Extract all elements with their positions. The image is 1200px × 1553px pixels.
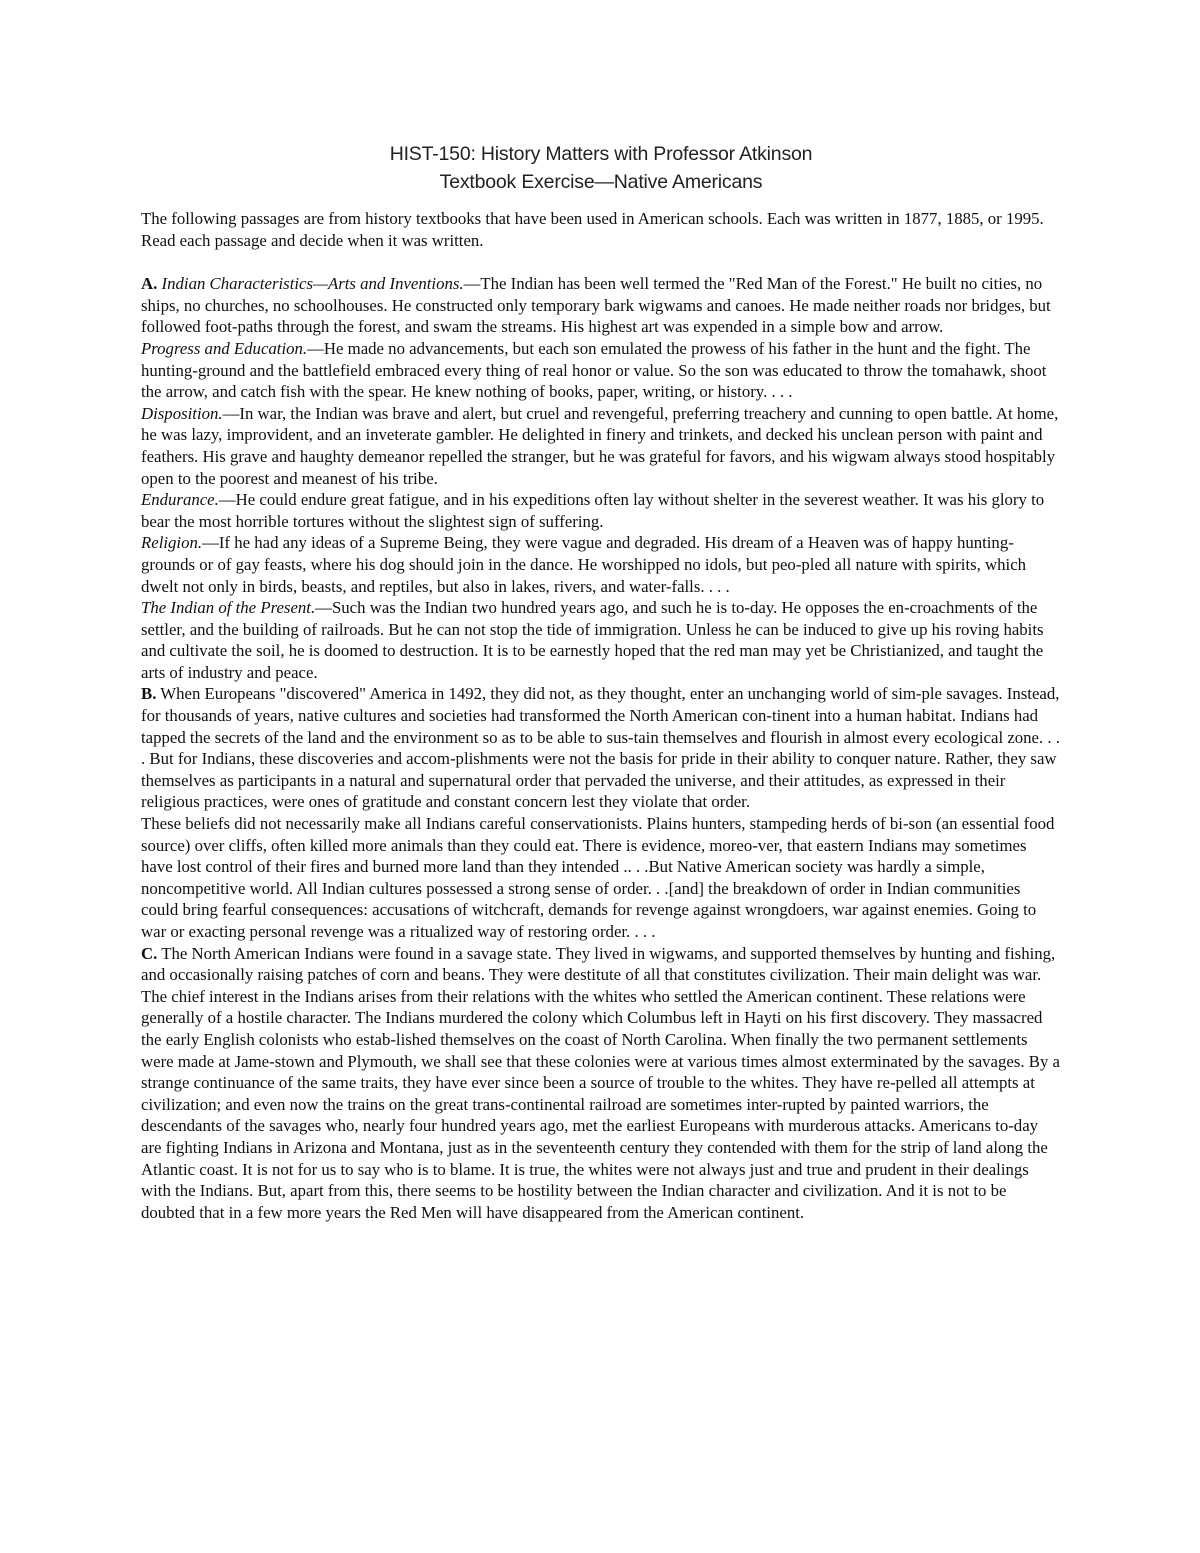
subheading: Indian Characteristics—Arts and Inventions. [161, 274, 464, 294]
paragraph-text: —Such was the Indian two hundred years ago, and such he is to-day. He opposes the en-croachments of the settler, and the building of railroads. But he can not stop the tide of immigration. Unless he can be induced to give up his roving habits and cultivate the soil, he is doomed to destruction. It is to be earnestly hoped that the red man may yet be Christianized, and taught the arts of industry and peace. [141, 598, 1044, 682]
paragraph-text: —He could endure great fatigue, and in his expeditions often lay without shelter in the severest weather. It was his glory to bear the most horrible tortures without the slightest sign of suffering. [141, 490, 1045, 531]
paragraph-text: —He made no advancements, but each son emulated the prowess of his father in the hunt and the fight. The hunting-ground and the battlefield embraced every thing of real honor or value. So the son was educated to throw the tomahawk, shoot the arrow, and catch fish with the spear. He knew nothing of books, paper, writing, or history. . . . [141, 338, 1047, 402]
paragraph-text: The North American Indians were found in a savage state. They lived in wigwams, and supported themselves by hunting and fishing, and occasionally raising patches of corn and beans. They were destitute of all that constitutes civilization. Their main delight was war. The chief interest in the Indians arises from their relations with the whites who settled the American continent. These relations were generally of a hostile character. The Indians murdered the colony which Columbus left in Hayti on his first discovery. They massacred the early English colonists who estab-lished themselves on the coast of North Carolina. When finally the two permanent settlements were made at Jame-stown and Plymouth, we shall see that these colonies were at various times almost exterminated by the savages. By a strange continuance of the same traits, they have ever since been a source of trouble to the whites. They have re-pelled all attempts at civilization; and even now the trains on the great trans-continental railroad are sometimes inter-rupted by painted warriors, the descendants of the savages who, nearly four hundred years ago, met the earliest Europeans with murderous attacks. Americans to-day are fighting Indians in Arizona and Montana, just as in the seventeenth century they contended with them for the strip of land along the Atlantic coast. It is not for us to say who is to blame. It is true, the whites were not always just and true and prudent in their dealings with the Indians. But, apart from this, there seems to be hostility between the Indian character and civilization. And it is not to be doubted that in a few more years the Red Men will have disappeared from the American continent. [141, 943, 1060, 1222]
passage-b-paragraph-2: These beliefs did not necessarily make all Indians careful conservationists. Plains hunters, stampeding herds of bi-son (an essential food source) over cliffs, often killed more animals than they could eat. There is evidence, moreo-ver, that eastern Indians may sometimes have lost control of their fires and burned more land than they intended .. . .But Native American society was hardly a simple, noncompetitive world. All Indian cultures possessed a strong sense of order. . .[and] the breakdown of order in Indian communities could bring fearful consequences: accusations of witchcraft, demands for revenge against wrongdoers, war against enemies. Going to war or exacting personal revenge was a ritualized way of restoring order. . . . [141, 814, 1055, 941]
subheading: Disposition. [141, 403, 223, 423]
passage-b [141, 683, 1061, 942]
passage-c [141, 943, 1061, 1224]
passage-a-arts [141, 273, 1061, 338]
exercise-title: Textbook Exercise—Native Americans [439, 171, 763, 193]
passage-letter: B. [141, 684, 157, 704]
course-title: HIST-150: History Matters with Professor Atkinson [389, 143, 813, 165]
passage-letter: C. [141, 943, 158, 963]
subheading: Endurance. [141, 490, 219, 510]
subheading: Progress and Education. [141, 338, 308, 358]
passage-a-endurance [141, 489, 1061, 532]
passage-c-paragraph [141, 943, 1061, 1224]
subheading: The Indian of the Present. [141, 598, 316, 618]
passage-b-paragraph-1 [141, 683, 1061, 813]
document-page [141, 140, 1061, 1223]
passage-a-disposition [141, 403, 1061, 489]
passage-letter: A. [141, 274, 158, 294]
passage-a-religion [141, 532, 1061, 597]
paragraph-text: —The Indian has been well termed the "Red Man of the Forest." He built no cities, no ships, no churches, no schoolhouses. He constructed only temporary bark wigwams and canoes. He made neither roads nor bridges, but followed foot-paths through the forest, and swam the streams. His highest art was expended in a simple bow and arrow. [141, 274, 1051, 337]
document-header [141, 140, 1061, 196]
paragraph-text: When Europeans "discovered" America in 1492, they did not, as they thought, enter an unchanging world of sim-ple savages. Instead, for thousands of years, native cultures and societies had transformed the North American con-tinent into a human habitat. Indians had tapped the secrets of the land and the environment so as to be able to sus-tain themselves and flourish in almost every ecological zone. . . . But for Indians, these discoveries and accom-plishments were not the basis for pride in their ability to conquer nature. Rather, they saw themselves as participants in a natural and supernatural order that pervaded the universe, and their attitudes, as expressed in their religious practices, were ones of gratitude and constant concern lest they violate that order. [141, 684, 1060, 812]
passage-a [141, 273, 1061, 683]
subheading: Religion. [141, 533, 203, 553]
paragraph-text: —In war, the Indian was brave and alert, but cruel and revengeful, preferring treachery and cunning to open battle. At home, he was lazy, improvident, and an inveterate gambler. He delighted in finery and trinkets, and decked his unclean person with paint and feathers. His grave and haughty demeanor repelled the stranger, but he was grateful for favors, and his wigwam always stood hospitably open to the poorest and meanest of his tribe. [141, 403, 1059, 488]
passage-a-present [141, 597, 1061, 683]
paragraph-text: —If he had any ideas of a Supreme Being, they were vague and degraded. His dream of a Heaven was of happy hunting-grounds or of gay feasts, where his dog should join in the dance. He worshipped no idols, but peo-pled all nature with spirits, which dwelt not only in birds, beasts, and reptiles, but also in lakes, rivers, and water-falls. . . . [141, 533, 1027, 596]
intro-text: The following passages are from history textbooks that have been used in American schools. Each was written in 1877, 1885, or 1995. Read each passage and decide when it was written. [141, 209, 1044, 250]
passage-a-progress [141, 338, 1061, 403]
